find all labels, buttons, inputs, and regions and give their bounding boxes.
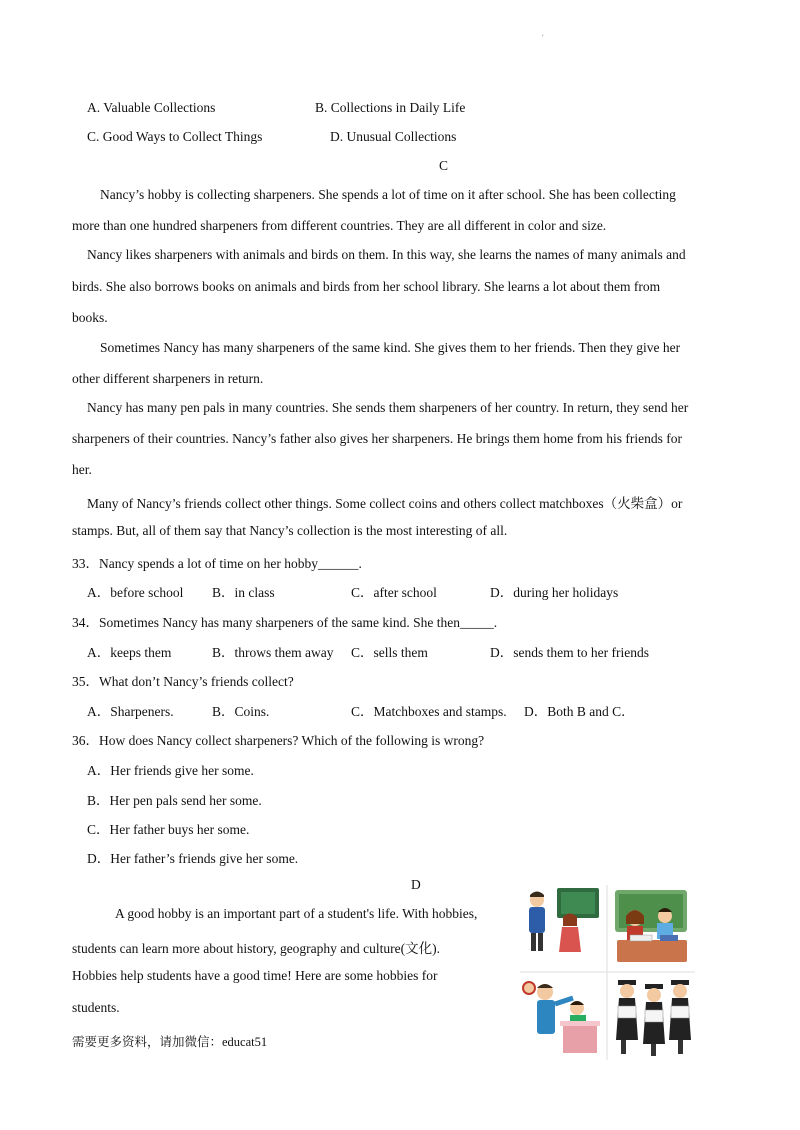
section-c-heading: C bbox=[439, 158, 449, 173]
passage-c-line: Nancy has many pen pals in many countries. She sends them sharpeners of her country. In return, they send her bbox=[87, 400, 689, 415]
prev-option-d: D. Unusual Collections bbox=[330, 129, 457, 144]
question-35-option-a[interactable]: A．Sharpeners. bbox=[87, 704, 174, 719]
passage-d-line: A good hobby is an important part of a student's life. With hobbies, bbox=[115, 906, 478, 921]
question-34-option-d[interactable]: D．sends them to her friends bbox=[490, 645, 649, 660]
question-34-stem: 34．Sometimes Nancy has many sharpeners of the same kind. She then_____. bbox=[72, 615, 498, 630]
passage-c-line: books. bbox=[72, 310, 108, 325]
passage-d-line: Hobbies help students have a good time! Here are some hobbies for bbox=[72, 968, 438, 983]
question-35-option-d[interactable]: D．Both B and C． bbox=[524, 704, 635, 719]
students-hobbies-illustration-icon bbox=[515, 880, 700, 1065]
question-36-stem: 36．How does Nancy collect sharpeners? Which of the following is wrong? bbox=[72, 733, 485, 748]
question-33-stem: 33．Nancy spends a lot of time on her hobby______. bbox=[72, 556, 362, 571]
passage-c-line: Nancy’s hobby is collecting sharpeners. She spends a lot of time on it after school. She has been collecting bbox=[100, 187, 676, 202]
passage-c-line: stamps. But, all of them say that Nancy’s collection is the most interesting of all. bbox=[72, 523, 508, 538]
question-36-option-b[interactable]: B．Her pen pals send her some. bbox=[87, 793, 262, 808]
question-34-option-b[interactable]: B．throws them away bbox=[212, 645, 334, 660]
question-33-option-a[interactable]: A．before school bbox=[87, 585, 184, 600]
question-34-option-a[interactable]: A．keeps them bbox=[87, 645, 172, 660]
footer-note: 需要更多资料，请加微信：educat51 bbox=[72, 1035, 268, 1049]
passage-c-line: more than one hundred sharpeners from different countries. They are all different in color and size. bbox=[72, 218, 607, 233]
question-33-option-d[interactable]: D．during her holidays bbox=[490, 585, 619, 600]
passage-d-line: students. bbox=[72, 1000, 120, 1015]
question-36-option-c[interactable]: C．Her father buys her some. bbox=[87, 822, 250, 837]
passage-c-line: birds. She also borrows books on animals and birds from her school library. She learns a lot about them from bbox=[72, 279, 661, 294]
question-35-option-c[interactable]: C．Matchboxes and stamps. bbox=[351, 704, 507, 719]
prev-option-b: B. Collections in Daily Life bbox=[315, 100, 466, 115]
passage-c-line: her. bbox=[72, 462, 92, 477]
passage-d-line: students can learn more about history, geography and culture(文化). bbox=[72, 941, 441, 956]
prev-option-c: C. Good Ways to Collect Things bbox=[87, 129, 263, 144]
passage-c-line: Nancy likes sharpeners with animals and birds on them. In this way, she learns the names of many animals and bbox=[87, 247, 686, 262]
question-36-option-a[interactable]: A．Her friends give her some. bbox=[87, 763, 254, 778]
section-d-heading: D bbox=[411, 877, 421, 892]
question-33-option-b[interactable]: B．in class bbox=[212, 585, 275, 600]
passage-c-line: other different sharpeners in return. bbox=[72, 371, 264, 386]
question-33-option-c[interactable]: C．after school bbox=[351, 585, 437, 600]
passage-c-line: Sometimes Nancy has many sharpeners of the same kind. She gives them to her friends. Then they give her bbox=[100, 340, 681, 355]
question-34-option-c[interactable]: C．sells them bbox=[351, 645, 428, 660]
prev-option-a: A. Valuable Collections bbox=[87, 100, 216, 115]
top-mark: ' bbox=[542, 33, 544, 43]
passage-c-line: sharpeners of their countries. Nancy’s father also gives her sharpeners. He brings them home from his friends for bbox=[72, 431, 682, 446]
passage-c-line: Many of Nancy’s friends collect other things. Some collect coins and others collect matchboxes（火柴盒）or bbox=[87, 496, 683, 511]
question-36-option-d[interactable]: D．Her father’s friends give her some. bbox=[87, 851, 299, 866]
question-35-option-b[interactable]: B．Coins. bbox=[212, 704, 270, 719]
question-35-stem: 35．What don’t Nancy’s friends collect? bbox=[72, 674, 294, 689]
